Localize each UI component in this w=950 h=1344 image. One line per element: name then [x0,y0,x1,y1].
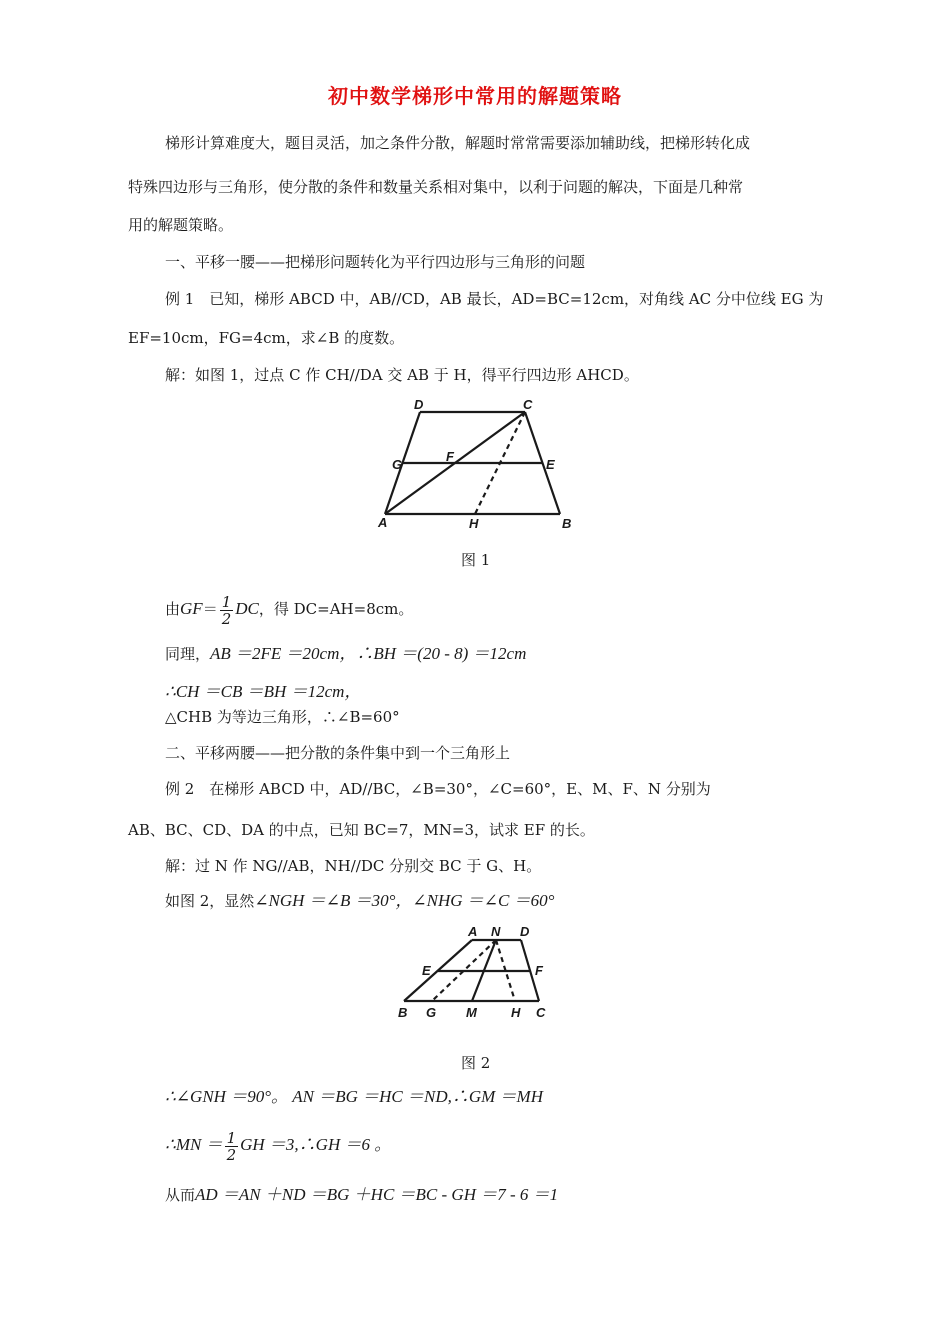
fig1-label-e: E [546,457,555,472]
intro-line-2: 特殊四边形与三角形，使分散的条件和数量关系相对集中，以利于问题的解决，下面是几种常 [128,178,744,196]
fig1-label-d: D [414,397,424,412]
solution2-step-2: ∴MN ＝ $\frac{1}{2}$ GH ＝3,∴GH ＝6 。 [165,1128,392,1164]
example1-line-2: EF=10cm，FG=4cm，求∠B 的度数。 [128,329,405,347]
fig2-label-g: G [426,1005,437,1020]
section1-heading: 一、平移一腰——把梯形问题转化为平行四边形与三角形的问题 [165,253,586,271]
solution2-figure-line: 如图 2，显然∠NGH ＝∠B ＝30°，∠NHG ＝∠C ＝60° [165,891,555,910]
fig2-label-d: D [520,924,530,939]
fraction-one-half: $\frac{1}{2}$ [226,1128,237,1164]
solution1-step-1: 由GF＝ $\frac{1}{2}$ DC，得 DC=AH=8cm。 [165,592,414,628]
fraction-one-half: $\frac{1}{2}$ [221,592,232,628]
solution2-step-3: 从而AD ＝AN ＋ND ＝BG ＋HC ＝BC - GH ＝7 - 6 ＝1 [165,1185,559,1204]
example2-line-1: 例 2 在梯形 ABCD 中，AD//BC，∠B=30°，∠C=60°，E、M、F、N 分别为 [165,780,711,798]
figure-2-caption: 图 2 [461,1054,491,1072]
figure-1-caption: 图 1 [461,551,491,569]
fig1-label-g: G [392,457,403,472]
example2-line-2: AB、BC、CD、DA 的中点，已知 BC=7，MN=3，试求 EF 的长。 [128,821,595,839]
figure-2-trapezoid [392,922,562,1022]
solution1-step-4: △CHB 为等边三角形，∴∠B=60° [165,708,400,726]
fig2-label-h: H [511,1005,521,1020]
solution2-line: 解：过 N 作 NG//AB，NH//DC 分别交 BC 于 G、H。 [165,857,542,875]
fig2-label-c: C [536,1005,546,1020]
intro-line-3: 用的解题策略。 [128,216,234,234]
page-title: 初中数学梯形中常用的解题策略 [328,84,622,108]
example1-line-1: 例 1 已知，梯形 ABCD 中，AB//CD，AB 最长，AD=BC=12cm，对角线 AC 分中位线 EG 为 [165,290,824,308]
fig2-label-m: M [466,1005,477,1020]
fig2-label-a: A [468,924,478,939]
fig2-label-b: B [398,1005,408,1020]
fig1-label-c: C [523,397,533,412]
figure-1-trapezoid [370,395,590,535]
fig2-label-f: F [535,963,543,978]
solution1-step-2: 同理，AB ＝2FE ＝20cm，∴BH ＝(20 - 8) ＝12cm [165,644,527,663]
fig1-label-b: B [562,516,572,531]
solution1-line: 解：如图 1，过点 C 作 CH//DA 交 AB 于 H，得平行四边形 AHCD。 [165,366,639,384]
fig2-label-e: E [422,963,431,978]
fig1-label-f: F [446,449,454,464]
fig1-label-a: A [378,515,388,530]
fig2-label-n: N [491,924,501,939]
fig1-label-h: H [469,516,479,531]
solution1-step-3: ∴CH ＝CB ＝BH ＝12cm， [165,682,362,701]
section2-heading: 二、平移两腰——把分散的条件集中到一个三角形上 [165,744,511,762]
solution2-step-1: ∴∠GNH ＝90°。 AN ＝BG ＝HC ＝ND,∴GM ＝MH [165,1087,543,1106]
intro-line-1: 梯形计算难度大，题目灵活，加之条件分散，解题时常常需要添加辅助线，把梯形转化成 [165,134,751,152]
